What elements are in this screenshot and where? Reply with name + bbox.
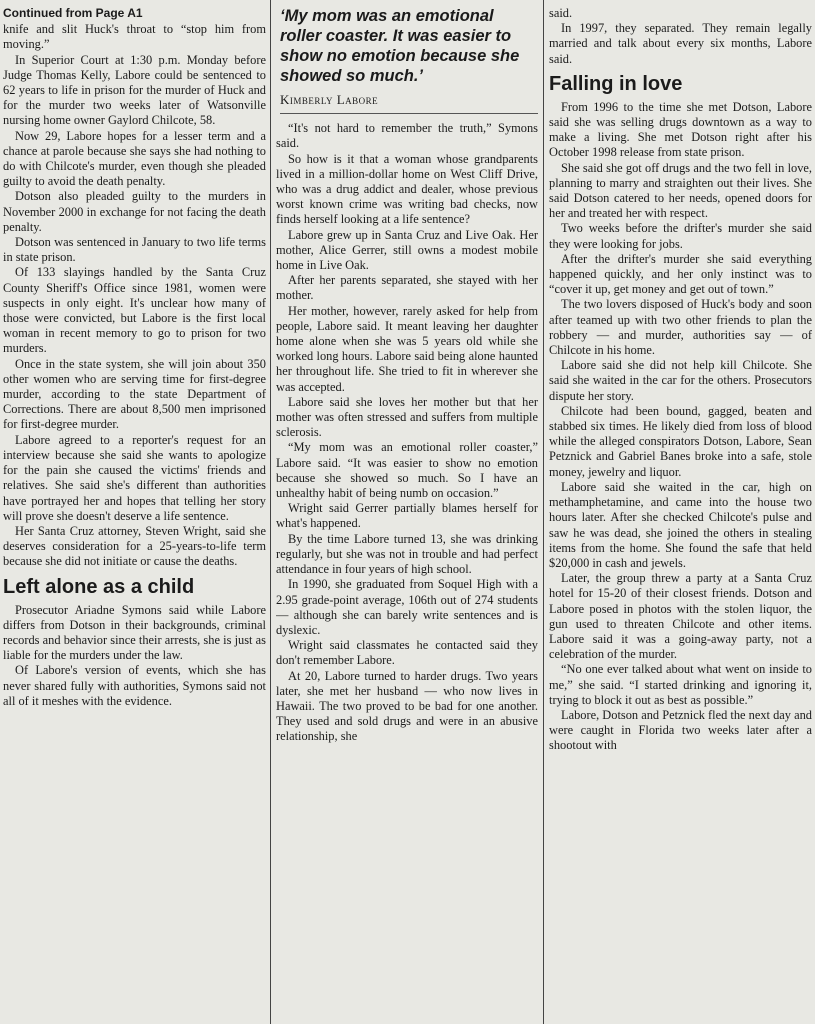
section-heading: Falling in love (549, 72, 683, 95)
paragraph: After the drifter's murder she said everything happened quickly, and her only instinct was to “cover it up, get money and get out of town.” (549, 251, 812, 297)
paragraph: Chilcote had been bound, gagged, beaten and stabbed six times. He likely died from loss of blood while the alleged conspirators Dotson, Labore, Sean Petznick and Gabriel Banes broke into a safe, stole money, jewelry and liquor. (549, 403, 812, 479)
paragraph: Labore said she loves her mother but that her mother was often stressed and suffers from multiple sclerosis. (276, 394, 538, 440)
pull-quote: ‘My mom was an emotional roller coaster. It was easier to show no emotion because she showed so much.’ (280, 7, 520, 85)
paragraph: After her parents separated, she stayed with her mother. (276, 273, 538, 303)
paragraph: Labore, Dotson and Petznick fled the next day and were caught in Florida two weeks later after a shootout with (549, 707, 812, 753)
column-rule (270, 0, 271, 1024)
paragraph: Dotson was sentenced in January to two life terms in state prison. (3, 235, 266, 265)
paragraph: She said she got off drugs and the two fell in love, planning to marry and straighten out their lives. She said Dotson catered to her needs, opened doors for her and treated her with respect. (549, 160, 812, 221)
paragraph: Labore said she waited in the car, high on methamphetamine, and came into the house two hours later. After she checked Chilcote's pulse and saw he was dead, she joined the others in stealing items from the home. She found the safe that held $20,000 in cash and jewels. (549, 479, 812, 570)
paragraph: Prosecutor Ariadne Symons said while Labore differs from Dotson in their backgrounds, criminal records and behavior since their arrests, she is just as liable for the murders under the law. (3, 602, 266, 663)
pull-quote-credit: Kimberly Labore (280, 92, 538, 114)
paragraph: Wright said classmates he contacted said they don't remember Labore. (276, 638, 538, 668)
paragraph: Two weeks before the drifter's murder she said they were looking for jobs. (549, 221, 812, 251)
paragraph: Of Labore's version of events, which she has never shared fully with authorities, Symons said not all of it meshes with the evidence. (3, 663, 266, 708)
column-rule (543, 0, 544, 1024)
paragraph: Later, the group threw a party at a Santa Cruz hotel for 15-20 of their closest friends. Dotson and Labore posed in photos with the stolen liquor, the gun used to threaten Chilcote and other items. Labore said it was a going-away party, not a celebration of the murder. (549, 571, 812, 662)
continued-label: Continued from Page A1 (3, 6, 143, 20)
paragraph: At 20, Labore turned to harder drugs. Two years later, she met her husband — who now lives in Hawaii. The two proved to be bad for one another. They used and sold drugs and were in an abusive relationship, she (276, 668, 538, 744)
paragraph: From 1996 to the time she met Dotson, Labore said she was selling drugs downtown as a way to make a living. She met Dotson right after his October 1998 release from state prison. (549, 99, 812, 160)
paragraph: In 1997, they separated. They remain legally married and talk about every six months, Labore said. (549, 21, 812, 66)
paragraph: said. (549, 6, 573, 20)
paragraph: “It's not hard to remember the truth,” Symons said. (276, 121, 538, 151)
paragraph: Labore grew up in Santa Cruz and Live Oak. Her mother, Alice Gerrer, still owns a modest mobile home in Live Oak. (276, 227, 538, 273)
paragraph: Labore said she did not help kill Chilcote. She said she waited in the car for the others. Prosecutors dispute her story. (549, 358, 812, 403)
article-column-1 (3, 6, 266, 1024)
paragraph: In 1990, she graduated from Soquel High with a 2.95 grade-point average, 106th out of 274 students — although she can barely write sentences and is dyslexic. (276, 577, 538, 637)
paragraph: So how is it that a woman whose grandparents lived in a million-dollar home on West Cliff Drive, who was a drug addict and dealer, whose previous worst known crime was writing bad checks, now finds herself looking at a life sentence? (276, 151, 538, 227)
paragraph: “My mom was an emotional roller coaster,” Labore said. “It was easier to show no emotion because she showed so much. So I have an unhealthy habit of being numb on occasion.” (276, 440, 538, 501)
paragraph: Now 29, Labore hopes for a lesser term and a chance at parole because she says she had nothing to do with Chilcote's murder, even though she pleaded guilty to avoid the death penalty. (3, 128, 266, 189)
paragraph: Dotson also pleaded guilty to the murders in November 2000 in exchange for not facing the death penalty. (3, 189, 266, 234)
article-column-2 (276, 6, 538, 1024)
paragraph: Of 133 slayings handled by the Santa Cruz County Sheriff's Office since 1981, women were suspects in only eight. It's unclear how many of those were convicted, but Labore is the first local woman in recent memory to go to prison for two murders. (3, 265, 266, 356)
article-column-3 (549, 6, 812, 1024)
paragraph: knife and slit Huck's throat to “stop him from moving.” (3, 22, 266, 52)
section-heading: Left alone as a child (3, 575, 195, 598)
paragraph: By the time Labore turned 13, she was drinking regularly, but she was not in trouble and had perfect attendance in four years of high school. (276, 531, 538, 577)
paragraph: Her mother, however, rarely asked for help from people, Labore said. It meant leaving her daughter home alone when she was 5 years old while she worked long hours. Labore said being alone haunted her throughout life. She tried to fit in wherever she was accepted. (276, 303, 538, 394)
paragraph: The two lovers disposed of Huck's body and soon after teamed up with two other friends to plan the robbery — and murder, authorities say — of Chilcote in his home. (549, 297, 812, 358)
paragraph: Wright said Gerrer partially blames herself for what's happened. (276, 501, 538, 531)
paragraph: “No one ever talked about what went on inside to me,” she said. “I started drinking and ignoring it, trying to block it out as best as possible.” (549, 662, 812, 707)
paragraph: Once in the state system, she will join about 350 other women who are serving time for first-degree murder, according to the state Department of Corrections. There are about 8,500 men imprisoned for first-degree murder. (3, 356, 266, 432)
paragraph: Labore agreed to a reporter's request for an interview because she said she wants to apologize for the pain she caused the victims' friends and relatives. She said she's different than authorities have portrayed her and hopes that telling her story will prove she doesn't deserve a life sentence. (3, 432, 266, 523)
paragraph: Her Santa Cruz attorney, Steven Wright, said she deserves consideration for a 25-years-to-life term because she did not initiate or cause the deaths. (3, 523, 266, 569)
paragraph: In Superior Court at 1:30 p.m. Monday before Judge Thomas Kelly, Labore could be sentenced to 62 years to life in prison for the murder of Huck and for the murder two weeks later of Watsonville nursing home owner Gaylord Chilcote, 58. (3, 52, 266, 128)
